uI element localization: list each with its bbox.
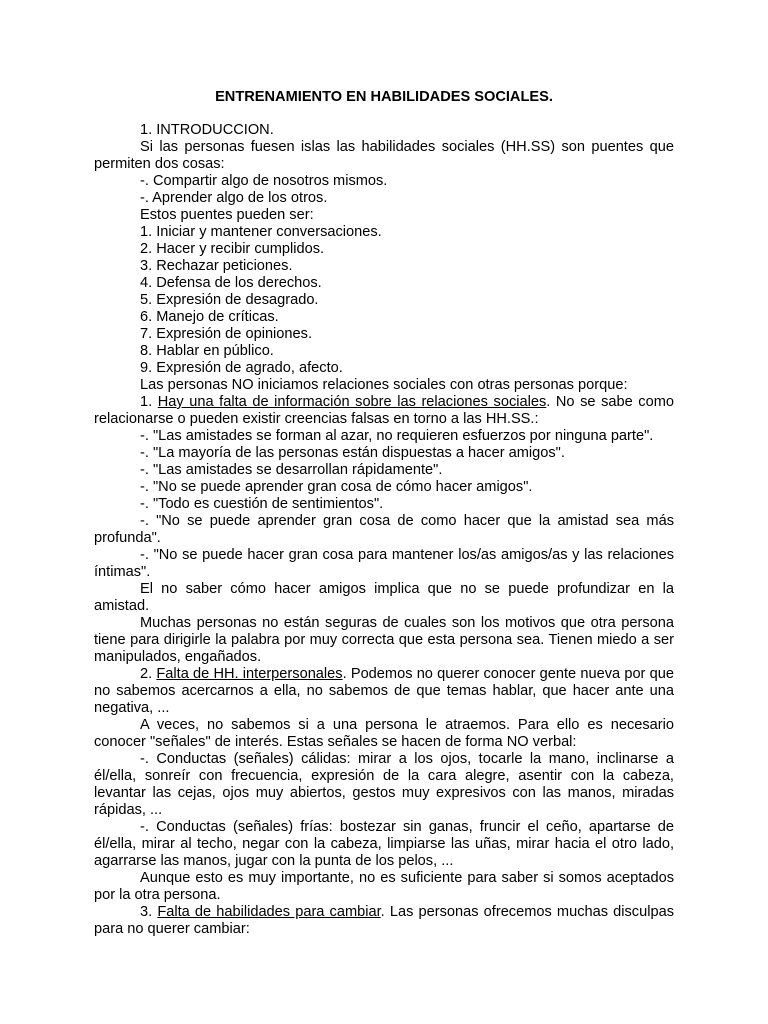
- reason-title: Falta de habilidades para cambiar: [157, 904, 381, 920]
- paragraph-frias: -. Conductas (señales) frías: bostezar sin ganas, fruncir el ceño, apartarse de él/ella, mirar al techo, negar con la cabeza, limpiarse las uñas, mirar hacia el otro lado, agarrarse las manos, jugar con la punta de los pelos, ...: [94, 819, 674, 869]
- paragraph-intro: Si las personas fuesen islas las habilidades sociales (HH.SS) son puentes que permiten dos cosas:: [94, 139, 674, 172]
- paragraph-calidas: -. Conductas (señales) cálidas: mirar a los ojos, tocarle la mano, inclinarse a él/ella, sonreír con frecuencia, expresión de la cara alegre, asentir con la cabeza, levantar las cejas, ojos muy abiertos, gestos muy expresivos con las manos, miradas rápidas, ...: [94, 751, 674, 818]
- belief-item: -. "No se puede aprender gran cosa de cómo hacer amigos".: [140, 479, 533, 495]
- list-item: 3. Rechazar peticiones.: [140, 258, 293, 274]
- paragraph-muchas: Muchas personas no están seguras de cuales son los motivos que otra persona tiene para dirigirle la palabra por muy correcta que esta persona sea. Tienen miedo a ser manipulados, engañados.: [94, 615, 674, 665]
- belief-item: -. "Todo es cuestión de sentimientos".: [140, 496, 384, 512]
- paragraph-reason-2: [94, 666, 674, 717]
- paragraph-a-veces: A veces, no sabemos si a una persona le atraemos. Para ello es necesario conocer "señales" de interés. Estas señales se hacen de forma NO verbal:: [94, 717, 674, 750]
- paragraph-reasons-intro: Las personas NO iniciamos relaciones sociales con otras personas porque:: [140, 377, 628, 393]
- list-item: -. Compartir algo de nosotros mismos.: [140, 173, 388, 189]
- belief-item: -. "La mayoría de las personas están dispuestas a hacer amigos".: [140, 445, 565, 461]
- reason-number: 3.: [140, 904, 158, 920]
- list-item: 1. Iniciar y mantener conversaciones.: [140, 224, 382, 240]
- list-item: 4. Defensa de los derechos.: [140, 275, 322, 291]
- belief-item: -. "Las amistades se forman al azar, no requieren esfuerzos por ninguna parte".: [140, 428, 654, 444]
- paragraph-no-saber: El no saber cómo hacer amigos implica que no se puede profundizar en la amistad.: [94, 581, 674, 614]
- document-title: ENTRENAMIENTO EN HABILIDADES SOCIALES.: [215, 89, 553, 105]
- belief-item: -. "Las amistades se desarrollan rápidamente".: [140, 462, 443, 478]
- reason-title: Hay una falta de información sobre las relaciones sociales: [157, 394, 547, 410]
- list-item: 9. Expresión de agrado, afecto.: [140, 360, 343, 376]
- list-item: 2. Hacer y recibir cumplidos.: [140, 241, 325, 257]
- section-heading: 1. INTRODUCCION.: [140, 122, 274, 138]
- reason-text: . Podemos no querer conocer gente nueva por que no sabemos acercarnos a ella, no sabemos de que temas hablar, que hacer ante una negativa, ...: [94, 666, 674, 716]
- paragraph-aunque: Aunque esto es muy importante, no es suficiente para saber si somos aceptados por la otra persona.: [94, 870, 674, 903]
- list-item: 5. Expresión de desagrado.: [140, 292, 319, 308]
- reason-number: 1.: [140, 394, 158, 410]
- reason-text: . No se sabe como relacionarse o pueden existir creencias falsas en torno a las HH.SS.:: [94, 394, 674, 427]
- list-item: 7. Expresión de opiniones.: [140, 326, 312, 342]
- reason-number: 2.: [140, 666, 157, 682]
- paragraph-reason-3: [94, 904, 674, 938]
- reason-title: Falta de HH. interpersonales: [156, 666, 343, 682]
- reason-text: . Las personas ofrecemos muchas disculpas para no querer cambiar:: [94, 904, 674, 937]
- paragraph-bridges-intro: Estos puentes pueden ser:: [140, 207, 314, 223]
- belief-item: -. "No se puede hacer gran cosa para mantener los/as amigos/as y las relaciones íntimas".: [94, 547, 674, 580]
- paragraph-reason-1: [94, 394, 674, 428]
- document-body: [94, 122, 674, 938]
- list-item: 8. Hablar en público.: [140, 343, 274, 359]
- list-item: 6. Manejo de críticas.: [140, 309, 279, 325]
- belief-item: -. "No se puede aprender gran cosa de como hacer que la amistad sea más profunda".: [94, 513, 674, 546]
- list-item: -. Aprender algo de los otros.: [140, 190, 328, 206]
